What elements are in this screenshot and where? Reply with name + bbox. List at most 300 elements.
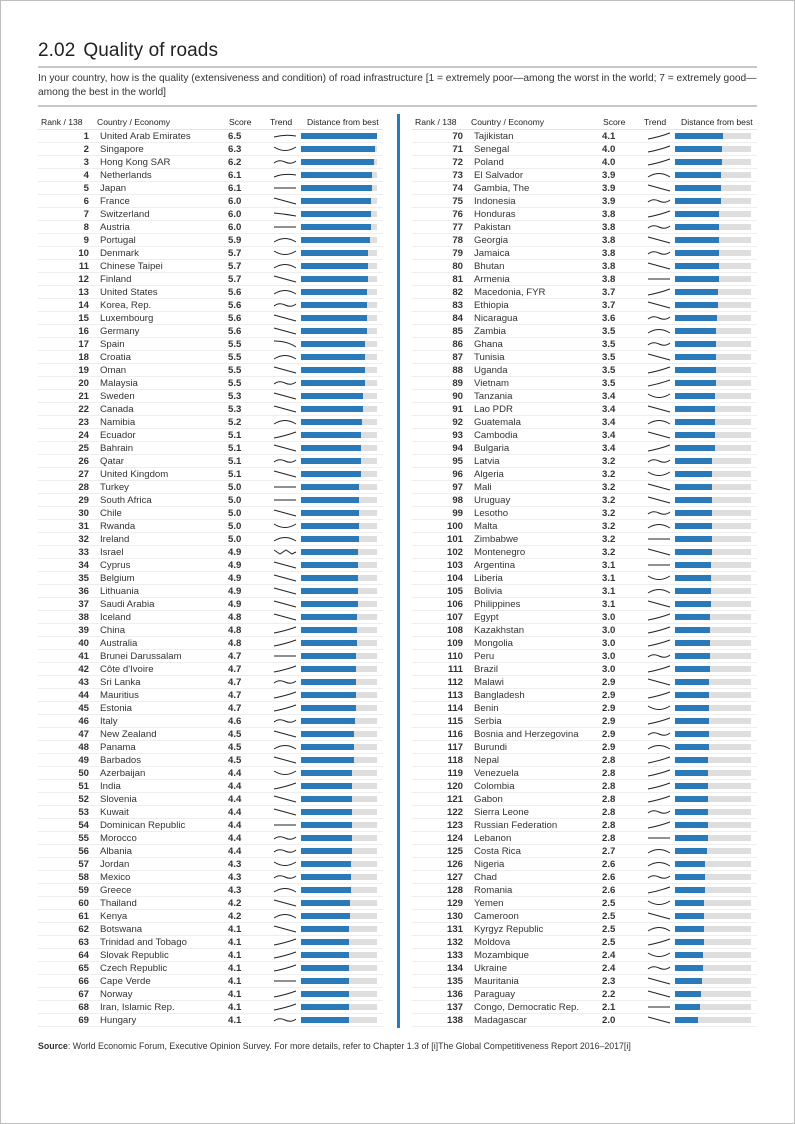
- table-row: [412, 416, 757, 429]
- rank-value: 33: [78, 547, 89, 558]
- rank-value: 18: [78, 352, 89, 363]
- distance-bar-fill: [301, 627, 357, 633]
- score-value: 3.1: [602, 573, 616, 584]
- score-value: 4.1: [228, 950, 242, 961]
- header-country: Country / Economy: [97, 117, 171, 127]
- table-row: [412, 234, 757, 247]
- country-name: Honduras: [474, 209, 516, 220]
- trend-sparkline-icon: [273, 534, 297, 544]
- rank-value: 123: [446, 820, 463, 831]
- rank-value: 47: [78, 729, 89, 740]
- table-row: [38, 312, 383, 325]
- distance-bar-track: [675, 978, 751, 984]
- header-rank: Rank / 138: [41, 117, 83, 127]
- trend-sparkline-icon: [647, 183, 671, 193]
- rank-value: 41: [78, 651, 89, 662]
- distance-bar-track: [301, 510, 377, 516]
- score-value: 4.7: [228, 677, 242, 688]
- trend-sparkline-icon: [647, 274, 671, 284]
- country-name: Kazakhstan: [474, 625, 525, 636]
- distance-bar-track: [301, 692, 377, 698]
- trend-sparkline-icon: [647, 1015, 671, 1025]
- distance-bar-fill: [301, 809, 352, 815]
- distance-bar-track: [301, 432, 377, 438]
- distance-bar-fill: [675, 835, 708, 841]
- distance-bar-track: [675, 341, 751, 347]
- distance-bar-fill: [675, 432, 715, 438]
- table-row: [412, 611, 757, 624]
- rank-value: 131: [446, 924, 463, 935]
- trend-sparkline-icon: [273, 495, 297, 505]
- distance-bar-track: [675, 302, 751, 308]
- country-name: Ukraine: [474, 963, 508, 974]
- country-name: Chile: [100, 508, 122, 519]
- distance-bar-track: [301, 289, 377, 295]
- rank-value: 130: [446, 911, 463, 922]
- table-row: [38, 195, 383, 208]
- country-name: Yemen: [474, 898, 504, 909]
- trend-sparkline-icon: [273, 768, 297, 778]
- table-row: [38, 481, 383, 494]
- distance-bar-track: [675, 536, 751, 542]
- rank-value: 111: [448, 664, 463, 675]
- country-name: Switzerland: [100, 209, 150, 220]
- country-name: Moldova: [474, 937, 511, 948]
- trend-sparkline-icon: [647, 326, 671, 336]
- distance-bar-fill: [301, 289, 367, 295]
- country-name: Argentina: [474, 560, 516, 571]
- table-row: [38, 871, 383, 884]
- trend-sparkline-icon: [647, 196, 671, 206]
- trend-sparkline-icon: [647, 586, 671, 596]
- column-divider: [397, 114, 400, 1028]
- table-row: [38, 1014, 383, 1027]
- distance-bar-fill: [675, 510, 712, 516]
- distance-bar-track: [301, 939, 377, 945]
- country-name: Uganda: [474, 365, 508, 376]
- trend-sparkline-icon: [273, 300, 297, 310]
- score-value: 2.9: [602, 690, 616, 701]
- table-row: [412, 780, 757, 793]
- trend-sparkline-icon: [647, 313, 671, 323]
- distance-bar-track: [675, 770, 751, 776]
- score-value: 2.5: [602, 924, 616, 935]
- country-name: Tanzania: [474, 391, 513, 402]
- country-name: Russian Federation: [474, 820, 558, 831]
- distance-bar-track: [301, 302, 377, 308]
- table-row: [38, 533, 383, 546]
- distance-bar-fill: [301, 393, 363, 399]
- table-row: [38, 403, 383, 416]
- distance-bar-fill: [675, 718, 709, 724]
- rank-value: 1: [83, 131, 89, 142]
- trend-sparkline-icon: [647, 820, 671, 830]
- trend-sparkline-icon: [647, 430, 671, 440]
- table-row: [38, 962, 383, 975]
- trend-sparkline-icon: [647, 924, 671, 934]
- distance-bar-track: [675, 523, 751, 529]
- trend-sparkline-icon: [647, 885, 671, 895]
- distance-bar-fill: [301, 705, 356, 711]
- source-label: Source: [38, 1041, 68, 1051]
- rank-value: 99: [452, 508, 463, 519]
- country-name: Nepal: [474, 755, 500, 766]
- rank-value: 31: [78, 521, 89, 532]
- score-value: 5.7: [228, 261, 242, 272]
- trend-sparkline-icon: [273, 482, 297, 492]
- rank-value: 65: [78, 963, 89, 974]
- country-name: Lesotho: [474, 508, 509, 519]
- distance-bar-track: [675, 601, 751, 607]
- distance-bar-fill: [301, 159, 374, 165]
- distance-bar-track: [301, 419, 377, 425]
- distance-bar-fill: [301, 874, 351, 880]
- distance-bar-fill: [675, 250, 719, 256]
- table-header: [412, 114, 757, 130]
- country-name: Côte d'Ivoire: [100, 664, 154, 675]
- distance-bar-fill: [301, 354, 365, 360]
- distance-bar-track: [675, 224, 751, 230]
- rank-value: 121: [446, 794, 463, 805]
- distance-bar-track: [675, 861, 751, 867]
- distance-bar-track: [301, 822, 377, 828]
- rank-value: 117: [447, 742, 463, 753]
- table-row: [38, 507, 383, 520]
- trend-sparkline-icon: [647, 716, 671, 726]
- distance-bar-fill: [301, 380, 365, 386]
- trend-sparkline-icon: [647, 911, 671, 921]
- rank-value: 101: [446, 534, 463, 545]
- distance-bar-fill: [675, 198, 721, 204]
- score-value: 5.9: [228, 235, 242, 246]
- trend-sparkline-icon: [647, 989, 671, 999]
- distance-bar-track: [301, 380, 377, 386]
- rank-value: 78: [452, 235, 463, 246]
- distance-bar-fill: [675, 692, 709, 698]
- rank-value: 118: [447, 755, 463, 766]
- table-row: [38, 442, 383, 455]
- score-value: 5.1: [228, 456, 242, 467]
- distance-bar-track: [675, 406, 751, 412]
- distance-bar-fill: [301, 848, 352, 854]
- rank-value: 82: [452, 287, 463, 298]
- country-name: United Arab Emirates: [100, 131, 191, 142]
- score-value: 3.5: [602, 326, 616, 337]
- distance-bar-track: [301, 900, 377, 906]
- rank-value: 50: [78, 768, 89, 779]
- rank-value: 20: [78, 378, 89, 389]
- rank-value: 64: [78, 950, 89, 961]
- country-name: Venezuela: [474, 768, 519, 779]
- score-value: 5.6: [228, 300, 242, 311]
- table-row: [38, 585, 383, 598]
- trend-sparkline-icon: [273, 599, 297, 609]
- trend-sparkline-icon: [273, 391, 297, 401]
- distance-bar-fill: [675, 744, 709, 750]
- rank-value: 57: [78, 859, 89, 870]
- country-name: France: [100, 196, 130, 207]
- trend-sparkline-icon: [647, 560, 671, 570]
- distance-bar-fill: [675, 380, 716, 386]
- distance-bar-fill: [675, 315, 717, 321]
- country-name: Estonia: [100, 703, 132, 714]
- score-value: 4.3: [228, 859, 242, 870]
- distance-bar-track: [301, 640, 377, 646]
- distance-bar-track: [301, 237, 377, 243]
- score-value: 3.2: [602, 547, 616, 558]
- rank-value: 120: [446, 781, 463, 792]
- table-row: [412, 273, 757, 286]
- rank-value: 48: [78, 742, 89, 753]
- distance-bar-fill: [675, 887, 705, 893]
- country-name: Tunisia: [474, 352, 505, 363]
- country-name: Uruguay: [474, 495, 511, 506]
- score-value: 3.0: [602, 625, 616, 636]
- country-name: Brazil: [474, 664, 498, 675]
- distance-bar-fill: [301, 835, 352, 841]
- trend-sparkline-icon: [273, 378, 297, 388]
- distance-bar-track: [675, 185, 751, 191]
- score-value: 3.0: [602, 664, 616, 675]
- country-name: Cape Verde: [100, 976, 151, 987]
- distance-bar-track: [675, 900, 751, 906]
- rank-value: 128: [446, 885, 463, 896]
- rank-value: 14: [78, 300, 89, 311]
- trend-sparkline-icon: [647, 443, 671, 453]
- header-trend: Trend: [644, 117, 667, 127]
- rank-value: 45: [78, 703, 89, 714]
- distance-bar-fill: [301, 731, 354, 737]
- table-row: [38, 676, 383, 689]
- table-row: [38, 598, 383, 611]
- rank-value: 56: [78, 846, 89, 857]
- distance-bar-track: [675, 471, 751, 477]
- trend-sparkline-icon: [273, 196, 297, 206]
- survey-question: In your country, how is the quality (extensiveness and condition) of road infrastructure [1 = extremely poor—among the worst in the world; 7 = extremely good—among the best in the world]: [38, 73, 757, 98]
- score-value: 6.1: [228, 170, 242, 181]
- rank-value: 95: [452, 456, 463, 467]
- table-row: [412, 559, 757, 572]
- rank-value: 58: [78, 872, 89, 883]
- table-row: [412, 507, 757, 520]
- country-name: Cameroon: [474, 911, 519, 922]
- rank-value: 74: [452, 183, 463, 194]
- score-value: 3.5: [602, 352, 616, 363]
- rank-value: 22: [78, 404, 89, 415]
- distance-bar-track: [675, 679, 751, 685]
- table-row: [412, 429, 757, 442]
- score-value: 5.2: [228, 417, 242, 428]
- score-value: 6.0: [228, 196, 242, 207]
- country-name: Iceland: [100, 612, 131, 623]
- score-value: 2.5: [602, 898, 616, 909]
- distance-bar-fill: [675, 237, 719, 243]
- distance-bar-fill: [675, 341, 716, 347]
- table-row: [412, 832, 757, 845]
- trend-sparkline-icon: [647, 456, 671, 466]
- trend-sparkline-icon: [273, 963, 297, 973]
- country-name: Liberia: [474, 573, 503, 584]
- score-value: 4.4: [228, 846, 242, 857]
- trend-sparkline-icon: [647, 521, 671, 531]
- score-value: 2.7: [602, 846, 616, 857]
- score-value: 3.6: [602, 313, 616, 324]
- rank-value: 83: [452, 300, 463, 311]
- country-name: Vietnam: [474, 378, 510, 389]
- table-row: [412, 650, 757, 663]
- score-value: 5.3: [228, 391, 242, 402]
- trend-sparkline-icon: [273, 326, 297, 336]
- score-value: 2.8: [602, 794, 616, 805]
- distance-bar-track: [675, 991, 751, 997]
- country-name: Bolivia: [474, 586, 503, 597]
- distance-bar-fill: [301, 562, 358, 568]
- distance-bar-fill: [675, 354, 716, 360]
- rank-value: 119: [447, 768, 463, 779]
- distance-bar-track: [675, 393, 751, 399]
- distance-bar-track: [675, 640, 751, 646]
- table-row: [412, 533, 757, 546]
- score-value: 2.4: [602, 950, 616, 961]
- distance-bar-fill: [301, 575, 358, 581]
- table-row: [412, 364, 757, 377]
- table-row: [38, 208, 383, 221]
- score-value: 3.4: [602, 443, 616, 454]
- distance-bar-fill: [301, 328, 367, 334]
- table-row: [38, 767, 383, 780]
- distance-bar-track: [675, 289, 751, 295]
- table-row: [412, 871, 757, 884]
- country-name: Luxembourg: [100, 313, 154, 324]
- rank-value: 9: [83, 235, 89, 246]
- table-row: [412, 598, 757, 611]
- distance-bar-track: [301, 796, 377, 802]
- trend-sparkline-icon: [273, 651, 297, 661]
- distance-bar-track: [301, 835, 377, 841]
- rank-value: 75: [452, 196, 463, 207]
- rank-value: 29: [78, 495, 89, 506]
- rank-value: 97: [452, 482, 463, 493]
- distance-bar-track: [301, 172, 377, 178]
- country-name: Lithuania: [100, 586, 139, 597]
- score-value: 2.5: [602, 937, 616, 948]
- ranking-table-left: [38, 114, 383, 1027]
- distance-bar-fill: [675, 224, 719, 230]
- distance-bar-track: [675, 614, 751, 620]
- distance-bar-fill: [675, 419, 715, 425]
- score-value: 3.1: [602, 560, 616, 571]
- distance-bar-track: [301, 445, 377, 451]
- rank-value: 63: [78, 937, 89, 948]
- distance-bar-track: [301, 1004, 377, 1010]
- trend-sparkline-icon: [273, 976, 297, 986]
- distance-bar-fill: [675, 614, 710, 620]
- rank-value: 13: [78, 287, 89, 298]
- trend-sparkline-icon: [647, 846, 671, 856]
- table-row: [412, 455, 757, 468]
- trend-sparkline-icon: [647, 287, 671, 297]
- distance-bar-track: [675, 692, 751, 698]
- trend-sparkline-icon: [647, 898, 671, 908]
- rank-value: 135: [446, 976, 463, 987]
- trend-sparkline-icon: [273, 430, 297, 440]
- distance-bar-fill: [301, 419, 362, 425]
- score-value: 3.7: [602, 287, 616, 298]
- country-name: Netherlands: [100, 170, 152, 181]
- distance-bar-track: [301, 549, 377, 555]
- rank-value: 4: [83, 170, 89, 181]
- country-name: Trinidad and Tobago: [100, 937, 187, 948]
- distance-bar-track: [675, 1017, 751, 1023]
- table-row: [412, 884, 757, 897]
- distance-bar-track: [675, 731, 751, 737]
- country-name: Kenya: [100, 911, 128, 922]
- rank-value: 10: [78, 248, 89, 259]
- table-row: [412, 728, 757, 741]
- trend-sparkline-icon: [647, 1002, 671, 1012]
- table-row: [38, 390, 383, 403]
- distance-bar-fill: [301, 250, 368, 256]
- rank-value: 98: [452, 495, 463, 506]
- distance-bar-track: [301, 536, 377, 542]
- trend-sparkline-icon: [647, 482, 671, 492]
- trend-sparkline-icon: [273, 144, 297, 154]
- country-name: Ireland: [100, 534, 130, 545]
- country-name: Cyprus: [100, 560, 131, 571]
- score-value: 2.9: [602, 677, 616, 688]
- trend-sparkline-icon: [647, 404, 671, 414]
- country-name: Colombia: [474, 781, 515, 792]
- country-name: Israel: [100, 547, 124, 558]
- distance-bar-fill: [301, 523, 359, 529]
- distance-bar-track: [675, 328, 751, 334]
- country-name: Sweden: [100, 391, 135, 402]
- rank-value: 5: [83, 183, 89, 194]
- rank-value: 54: [78, 820, 89, 831]
- distance-bar-fill: [301, 952, 349, 958]
- distance-bar-fill: [301, 237, 370, 243]
- header-trend: Trend: [270, 117, 293, 127]
- table-row: [38, 741, 383, 754]
- country-name: Mauritius: [100, 690, 139, 701]
- distance-bar-track: [301, 224, 377, 230]
- distance-bar-fill: [675, 1004, 700, 1010]
- rank-value: 112: [447, 677, 463, 688]
- rank-value: 91: [452, 404, 463, 415]
- distance-bar-fill: [301, 315, 367, 321]
- country-name: Croatia: [100, 352, 131, 363]
- score-value: 2.9: [602, 703, 616, 714]
- header-country: Country / Economy: [471, 117, 545, 127]
- rank-value: 67: [78, 989, 89, 1000]
- table-row: [38, 299, 383, 312]
- rank-value: 108: [446, 625, 463, 636]
- table-row: [412, 845, 757, 858]
- country-name: Madagascar: [474, 1015, 527, 1026]
- trend-sparkline-icon: [647, 235, 671, 245]
- table-row: [412, 156, 757, 169]
- distance-bar-fill: [301, 445, 361, 451]
- distance-bar-track: [301, 666, 377, 672]
- distance-bar-fill: [301, 146, 375, 152]
- distance-bar-fill: [301, 666, 356, 672]
- country-name: Canada: [100, 404, 134, 415]
- rank-value: 115: [447, 716, 463, 727]
- country-name: Belgium: [100, 573, 135, 584]
- distance-bar-fill: [301, 692, 356, 698]
- distance-bar-fill: [301, 640, 357, 646]
- trend-sparkline-icon: [273, 222, 297, 232]
